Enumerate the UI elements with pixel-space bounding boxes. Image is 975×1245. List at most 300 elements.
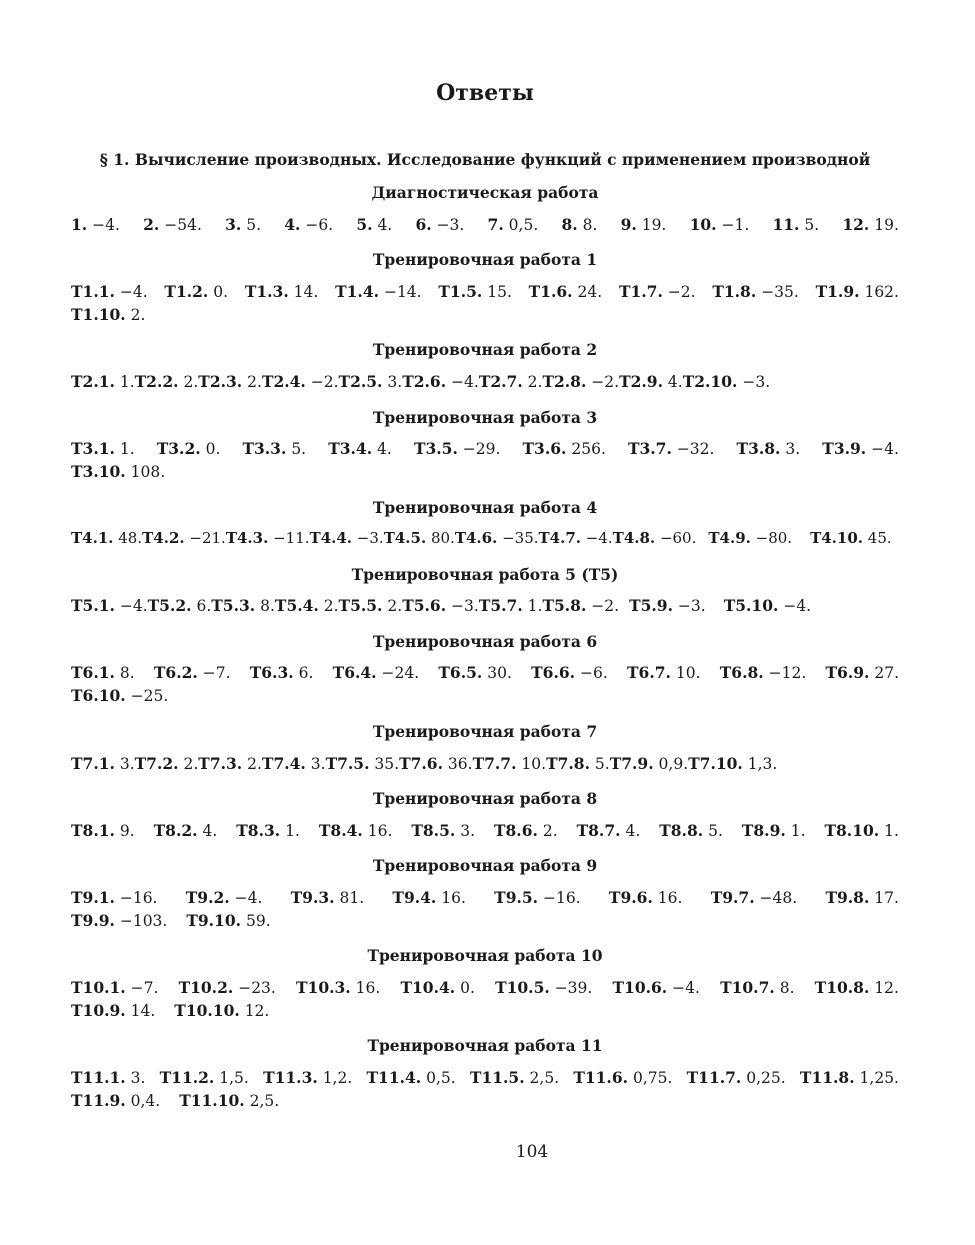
answer-item xyxy=(402,594,479,618)
answer-value: −3. xyxy=(677,597,706,615)
answer-value: 2. xyxy=(183,373,199,391)
answer-item xyxy=(262,370,339,394)
section-heading: Тренировочная работа 10 xyxy=(367,946,603,965)
answer-number: T2.3. xyxy=(198,372,243,391)
answer-number: T5.8. xyxy=(542,596,587,615)
answer-value: −2. xyxy=(667,283,696,301)
answer-number: T11.5. xyxy=(469,1068,525,1087)
answer-number: 9. xyxy=(620,215,637,234)
answer-item xyxy=(71,527,142,550)
answer-value: −3. xyxy=(356,529,384,547)
answer-item xyxy=(470,1066,559,1090)
answer-value: −4. xyxy=(871,440,899,458)
answer-number: T2.4. xyxy=(261,372,306,391)
answer-value: 1,25. xyxy=(859,1069,899,1087)
answer-item xyxy=(71,976,158,1000)
answer-value: 14. xyxy=(293,283,319,301)
answer-number: T10.10. xyxy=(174,1001,240,1020)
answer-item xyxy=(211,594,275,618)
answer-number: T8.4. xyxy=(318,821,363,840)
answer-item xyxy=(326,752,400,776)
answer-item xyxy=(296,976,380,1000)
answer-value: 3. xyxy=(387,373,403,391)
answer-value: 5. xyxy=(594,755,610,773)
answer-item xyxy=(712,280,798,304)
page-title: Ответы xyxy=(436,80,534,106)
answer-item xyxy=(143,213,202,237)
answer-number: T3.1. xyxy=(71,439,115,458)
answer-number: T1.2. xyxy=(164,282,209,301)
answer-item xyxy=(826,661,900,685)
answer-item xyxy=(399,752,473,776)
answer-value: 4. xyxy=(377,216,393,234)
answer-number: T6.10. xyxy=(71,686,126,705)
answer-item xyxy=(414,437,500,461)
answer-number: T4.2. xyxy=(142,529,185,547)
answer-item xyxy=(613,527,697,550)
answer-item xyxy=(619,370,683,394)
answer-value: −2. xyxy=(591,373,620,391)
answer-number: T3.8. xyxy=(736,439,781,458)
answer-value: 12. xyxy=(874,979,899,997)
answer-item xyxy=(242,437,306,461)
answer-value: −3. xyxy=(742,373,771,391)
answer-item xyxy=(71,886,157,910)
answer-number: T9.4. xyxy=(392,888,437,907)
answer-item xyxy=(815,976,899,1000)
answer-item xyxy=(621,213,667,237)
answer-value: 1. xyxy=(884,822,899,840)
answer-number: T5.7. xyxy=(478,596,523,615)
answer-line xyxy=(71,370,899,394)
answer-value: −11. xyxy=(273,529,310,547)
answer-number: T3.4. xyxy=(328,439,373,458)
answer-item xyxy=(135,370,199,394)
answer-line xyxy=(71,303,899,327)
answer-value: −39. xyxy=(554,979,593,997)
answer-value: 1,2. xyxy=(322,1069,353,1087)
answer-item xyxy=(179,1089,279,1113)
answer-number: T6.3. xyxy=(249,663,294,682)
answer-item xyxy=(610,752,688,776)
page-number: 104 xyxy=(515,1142,549,1162)
answer-number: T10.3. xyxy=(296,978,351,997)
answer-value: −4. xyxy=(119,597,148,615)
answer-item xyxy=(810,527,892,550)
answer-item xyxy=(225,213,261,237)
answer-item xyxy=(148,594,212,618)
answer-value: 2. xyxy=(130,306,146,324)
answer-number: T10.6. xyxy=(612,978,668,997)
answer-item xyxy=(400,976,474,1000)
answer-value: 0,75. xyxy=(632,1069,673,1087)
answer-value: −60. xyxy=(659,529,697,547)
answer-value: 2. xyxy=(247,373,262,391)
answer-value: −3. xyxy=(451,597,479,615)
answer-item xyxy=(473,752,547,776)
answer-value: 8. xyxy=(582,216,598,234)
answer-number: T3.3. xyxy=(242,439,287,458)
answer-number: T2.1. xyxy=(71,372,115,391)
answer-number: T4.8. xyxy=(612,529,656,547)
answer-item xyxy=(690,213,750,237)
answer-line xyxy=(71,213,899,237)
answer-line xyxy=(71,460,899,484)
answer-line xyxy=(71,886,899,910)
answer-number: T2.7. xyxy=(478,372,523,391)
answer-value: 19. xyxy=(874,216,899,234)
answer-item xyxy=(142,527,226,550)
answer-value: 1. xyxy=(790,822,806,840)
section-heading: Тренировочная работа 4 xyxy=(372,498,598,517)
answer-value: 3. xyxy=(119,755,135,773)
answer-item xyxy=(577,819,641,843)
answer-item xyxy=(226,527,310,550)
answer-item xyxy=(392,886,466,910)
answer-value: 4. xyxy=(377,440,392,458)
section-heading: Тренировочная работа 7 xyxy=(372,722,598,741)
answer-item xyxy=(494,819,558,843)
answer-item xyxy=(198,752,262,776)
answer-number: T6.7. xyxy=(627,663,671,682)
answer-number: T1.10. xyxy=(71,305,126,324)
answer-item xyxy=(310,527,384,550)
answer-number: 7. xyxy=(487,215,504,234)
answer-number: T7.1. xyxy=(71,754,115,773)
section-heading: Тренировочная работа 6 xyxy=(372,632,598,651)
answer-number: T7.8. xyxy=(546,754,590,773)
section-heading: Тренировочная работа 8 xyxy=(372,789,598,808)
answer-item xyxy=(154,819,218,843)
answer-item xyxy=(629,594,706,618)
answer-item xyxy=(71,684,168,708)
section-heading: Тренировочная работа 1 xyxy=(372,250,598,269)
answer-value: 36. xyxy=(447,755,473,773)
answer-number: T5.1. xyxy=(71,596,115,615)
answer-item xyxy=(384,527,455,550)
answer-value: 81. xyxy=(339,889,365,907)
answer-number: T4.1. xyxy=(71,529,114,547)
answer-value: −4. xyxy=(783,597,812,615)
answer-value: 15. xyxy=(487,283,512,301)
answer-number: T7.2. xyxy=(134,754,179,773)
answer-number: T8.9. xyxy=(741,821,786,840)
answer-value: 16. xyxy=(441,889,466,907)
answer-number: T11.1. xyxy=(71,1068,126,1087)
answer-line xyxy=(71,437,899,461)
answer-number: T1.5. xyxy=(438,282,483,301)
answer-number: T3.6. xyxy=(522,439,567,458)
answer-number: T7.9. xyxy=(609,754,654,773)
answer-number: T5.9. xyxy=(629,596,673,615)
answer-value: 0,5. xyxy=(426,1069,456,1087)
answer-number: T10.1. xyxy=(71,978,126,997)
answer-number: T2.9. xyxy=(619,372,663,391)
answer-item xyxy=(720,661,806,685)
answer-value: 14. xyxy=(130,1002,156,1020)
answer-number: T6.9. xyxy=(825,663,870,682)
answer-value: 6. xyxy=(298,664,314,682)
answer-number: T6.5. xyxy=(438,663,483,682)
answer-line xyxy=(71,909,899,933)
answer-value: 2. xyxy=(247,755,262,773)
section-heading: Тренировочная работа 9 xyxy=(372,856,598,875)
answer-line xyxy=(71,684,899,708)
answer-item xyxy=(339,370,403,394)
answer-value: 2. xyxy=(323,597,339,615)
answer-value: 35. xyxy=(374,755,400,773)
answer-value: 8. xyxy=(119,664,135,682)
answer-number: T11.10. xyxy=(179,1091,245,1110)
answer-value: 0,9. xyxy=(658,755,689,773)
answer-value: 16. xyxy=(355,979,381,997)
section-heading: Диагностическая работа xyxy=(371,183,599,202)
answer-value: 3. xyxy=(785,440,801,458)
answer-item xyxy=(438,661,512,685)
answer-number: T5.5. xyxy=(338,596,383,615)
answer-number: 8. xyxy=(561,215,578,234)
answer-number: T8.6. xyxy=(493,821,538,840)
answer-value: 1. xyxy=(285,822,300,840)
answer-item xyxy=(737,437,801,461)
answer-item xyxy=(531,661,608,685)
answer-value: −4. xyxy=(585,529,613,547)
answer-number: T7.10. xyxy=(688,754,743,773)
answer-value: 8. xyxy=(260,597,275,615)
answer-line xyxy=(71,594,899,618)
answer-item xyxy=(135,752,199,776)
answer-item xyxy=(494,886,580,910)
answer-number: T10.4. xyxy=(400,978,456,997)
answer-value: 6. xyxy=(196,597,212,615)
answer-line xyxy=(71,752,899,776)
answer-value: −54. xyxy=(164,216,202,234)
answer-item xyxy=(824,819,898,843)
answer-item xyxy=(609,886,683,910)
answer-value: −35. xyxy=(502,529,539,547)
answer-item xyxy=(71,819,135,843)
answer-number: T6.2. xyxy=(153,663,198,682)
answer-value: 1,5. xyxy=(219,1069,249,1087)
answer-value: 4. xyxy=(625,822,641,840)
answer-item xyxy=(742,819,806,843)
answer-value: 2. xyxy=(183,755,199,773)
answer-value: −29. xyxy=(462,440,501,458)
answer-number: T3.9. xyxy=(822,439,867,458)
answer-number: T8.1. xyxy=(71,821,115,840)
answer-value: 5. xyxy=(291,440,307,458)
answer-number: T8.8. xyxy=(659,821,704,840)
answer-value: 17. xyxy=(874,889,899,907)
answer-item xyxy=(71,303,145,327)
answer-number: T7.6. xyxy=(399,754,443,773)
answer-number: T4.4. xyxy=(309,529,353,547)
answer-number: T2.5. xyxy=(338,372,383,391)
answer-value: −16. xyxy=(543,889,581,907)
answer-item xyxy=(479,370,543,394)
answer-number: T10.8. xyxy=(814,978,870,997)
answer-value: −6. xyxy=(579,664,608,682)
answer-number: 4. xyxy=(284,215,301,234)
section-heading: Тренировочная работа 11 xyxy=(367,1036,603,1055)
answer-value: −35. xyxy=(761,283,799,301)
answer-item xyxy=(186,886,263,910)
answer-value: 59. xyxy=(245,912,271,930)
answer-number: T11.9. xyxy=(71,1091,126,1110)
answer-number: T1.9. xyxy=(815,282,860,301)
answer-item xyxy=(71,594,148,618)
answer-line xyxy=(71,661,899,685)
answer-value: −3. xyxy=(436,216,465,234)
chapter-heading: § 1. Вычисление производных. Исследование функций с применением производной xyxy=(99,150,871,169)
answer-item xyxy=(842,213,899,237)
answer-item xyxy=(688,752,777,776)
answer-value: −4. xyxy=(119,283,148,301)
answer-number: T3.5. xyxy=(413,439,458,458)
answer-number: T1.3. xyxy=(244,282,289,301)
answer-item xyxy=(411,819,475,843)
answer-item xyxy=(627,661,701,685)
answer-value: 2,5. xyxy=(529,1069,560,1087)
answer-number: T1.4. xyxy=(335,282,380,301)
answer-item xyxy=(822,437,899,461)
answer-item xyxy=(711,886,797,910)
answer-item xyxy=(546,752,610,776)
answer-number: T3.2. xyxy=(156,439,201,458)
answer-item xyxy=(319,819,393,843)
answer-value: 0,4. xyxy=(130,1092,161,1110)
answer-item xyxy=(542,370,619,394)
answer-number: T4.6. xyxy=(454,529,498,547)
answer-number: 12. xyxy=(842,215,870,234)
answer-value: 108. xyxy=(130,463,166,481)
answer-item xyxy=(71,437,135,461)
answer-number: T2.10. xyxy=(682,372,738,391)
answer-value: −16. xyxy=(119,889,158,907)
answer-line xyxy=(71,527,899,550)
answer-value: 162. xyxy=(864,283,899,301)
answer-value: 0. xyxy=(460,979,475,997)
answer-value: −14. xyxy=(383,283,422,301)
answer-number: T6.1. xyxy=(71,663,115,682)
answer-number: 1. xyxy=(71,215,88,234)
answer-number: T11.2. xyxy=(159,1068,215,1087)
answer-line xyxy=(71,976,899,1000)
answer-number: T9.8. xyxy=(825,888,870,907)
answer-value: −7. xyxy=(130,979,159,997)
answer-value: 16. xyxy=(367,822,393,840)
answer-value: −12. xyxy=(768,664,807,682)
answer-number: T8.10. xyxy=(824,821,880,840)
answer-item xyxy=(488,213,539,237)
answer-number: T11.8. xyxy=(799,1068,855,1087)
answer-number: T8.3. xyxy=(236,821,281,840)
answer-number: T2.2. xyxy=(134,372,179,391)
answer-item xyxy=(402,370,479,394)
answer-number: T3.7. xyxy=(627,439,672,458)
answer-item xyxy=(198,370,262,394)
answer-value: 16. xyxy=(657,889,683,907)
answer-number: T9.1. xyxy=(71,888,115,907)
answer-value: −4. xyxy=(451,373,479,391)
answer-item xyxy=(628,437,714,461)
answer-value: −2. xyxy=(591,597,620,615)
answer-number: T11.7. xyxy=(686,1068,742,1087)
answer-number: T7.7. xyxy=(472,754,517,773)
answer-item xyxy=(71,1089,160,1113)
answer-item xyxy=(529,280,603,304)
answer-value: 19. xyxy=(641,216,667,234)
answer-item xyxy=(291,886,365,910)
answer-value: −103. xyxy=(119,912,168,930)
answer-item xyxy=(328,437,392,461)
answer-number: T6.4. xyxy=(332,663,377,682)
answer-item xyxy=(573,1066,672,1090)
answer-number: T9.3. xyxy=(290,888,335,907)
answer-item xyxy=(236,819,300,843)
answer-item xyxy=(71,213,120,237)
answer-line xyxy=(71,819,899,843)
answer-item xyxy=(263,1066,352,1090)
answer-value: 5. xyxy=(246,216,261,234)
answer-item xyxy=(71,909,167,933)
answer-value: 2. xyxy=(387,597,403,615)
answer-number: T4.5. xyxy=(383,529,427,547)
answer-value: 4. xyxy=(202,822,218,840)
section-heading: Тренировочная работа 2 xyxy=(372,340,598,359)
answer-value: −32. xyxy=(676,440,715,458)
answer-value: 3. xyxy=(310,755,326,773)
answer-item xyxy=(275,594,339,618)
answer-item xyxy=(245,280,319,304)
answer-value: 48. xyxy=(118,529,143,547)
answer-number: T1.8. xyxy=(712,282,757,301)
section-heading: Тренировочная работа 5 (Т5) xyxy=(351,565,619,584)
answer-value: 3. xyxy=(130,1069,146,1087)
answer-item xyxy=(284,213,333,237)
answer-item xyxy=(415,213,464,237)
answer-value: −48. xyxy=(759,889,798,907)
answer-value: 27. xyxy=(874,664,899,682)
answer-item xyxy=(157,437,221,461)
answer-number: T5.3. xyxy=(211,596,256,615)
answer-item xyxy=(71,460,165,484)
answer-item xyxy=(724,594,811,618)
answer-line xyxy=(71,1089,899,1113)
answer-item xyxy=(366,1066,455,1090)
answer-line xyxy=(71,280,899,304)
answer-number: T4.9. xyxy=(708,529,751,547)
answer-number: 5. xyxy=(356,215,373,234)
answer-item xyxy=(619,280,696,304)
answer-number: 3. xyxy=(225,215,242,234)
answer-number: 10. xyxy=(689,215,717,234)
answer-value: 1,3. xyxy=(747,755,778,773)
answer-number: T9.9. xyxy=(71,911,115,930)
answer-value: 0,5. xyxy=(508,216,539,234)
answer-number: T7.5. xyxy=(325,754,370,773)
answer-value: −24. xyxy=(381,664,420,682)
answer-item xyxy=(71,370,135,394)
answer-number: T4.3. xyxy=(225,529,269,547)
answer-item xyxy=(250,661,314,685)
answer-number: T1.7. xyxy=(618,282,663,301)
answer-value: 3. xyxy=(460,822,475,840)
answer-item xyxy=(71,280,148,304)
answer-number: T1.6. xyxy=(528,282,573,301)
answer-item xyxy=(613,976,700,1000)
answer-number: T7.4. xyxy=(261,754,306,773)
